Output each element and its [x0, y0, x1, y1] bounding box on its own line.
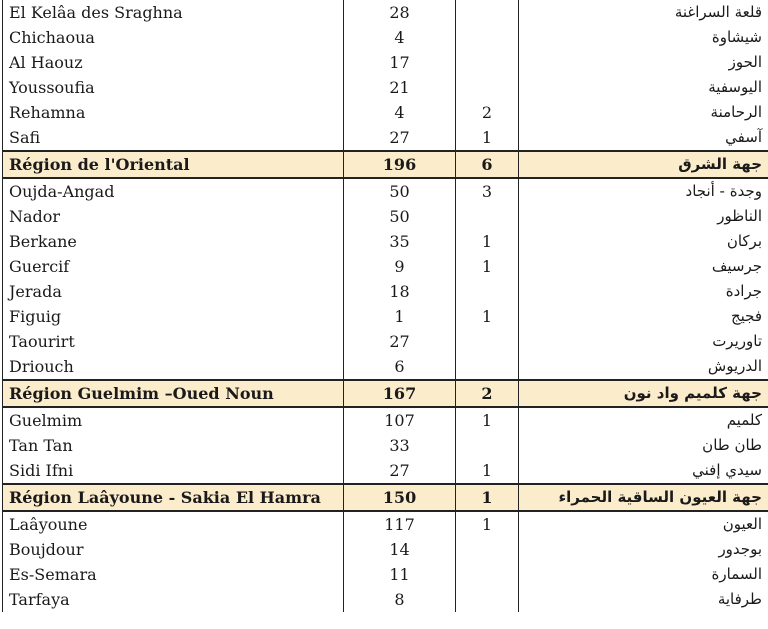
table-row — [3, 50, 768, 75]
total-value: 17 — [344, 50, 456, 75]
region-row — [3, 151, 768, 178]
place-name: Es-Semara — [3, 562, 344, 587]
count-value: 1 — [456, 304, 519, 329]
place-name: Laâyoune — [3, 511, 344, 537]
arabic-name: شيشاوة — [519, 25, 768, 50]
table-row — [3, 433, 768, 458]
count-value: 2 — [456, 100, 519, 125]
arabic-name: الدريوش — [519, 354, 768, 380]
table-body — [3, 0, 768, 612]
arabic-name: العيون — [519, 511, 768, 537]
place-name: Jerada — [3, 279, 344, 304]
arabic-name: كلميم — [519, 407, 768, 433]
arabic-name: فجيج — [519, 304, 768, 329]
arabic-name: اليوسفية — [519, 75, 768, 100]
arabic-name: جهة العيون الساقية الحمراء — [519, 484, 768, 511]
arabic-name: قلعة السراغنة — [519, 0, 768, 25]
count-value: 1 — [456, 125, 519, 151]
place-name: Youssoufia — [3, 75, 344, 100]
table-row — [3, 407, 768, 433]
count-value — [456, 25, 519, 50]
total-value: 27 — [344, 329, 456, 354]
total-value: 150 — [344, 484, 456, 511]
total-value: 50 — [344, 178, 456, 204]
place-name: Berkane — [3, 229, 344, 254]
total-value: 18 — [344, 279, 456, 304]
count-value — [456, 50, 519, 75]
arabic-name: جرسيف — [519, 254, 768, 279]
table-row — [3, 75, 768, 100]
count-value: 1 — [456, 458, 519, 484]
table-row — [3, 25, 768, 50]
place-name: Tan Tan — [3, 433, 344, 458]
table-row — [3, 100, 768, 125]
count-value — [456, 204, 519, 229]
place-name: Driouch — [3, 354, 344, 380]
table-row — [3, 0, 768, 25]
table-row — [3, 562, 768, 587]
total-value: 4 — [344, 25, 456, 50]
total-value: 50 — [344, 204, 456, 229]
place-name: Chichaoua — [3, 25, 344, 50]
arabic-name: جهة كلميم واد نون — [519, 380, 768, 407]
arabic-name: بركان — [519, 229, 768, 254]
arabic-name: بوجدور — [519, 537, 768, 562]
total-value: 9 — [344, 254, 456, 279]
total-value: 107 — [344, 407, 456, 433]
table-row — [3, 304, 768, 329]
region-row — [3, 380, 768, 407]
count-value — [456, 75, 519, 100]
table-row — [3, 204, 768, 229]
place-name: Rehamna — [3, 100, 344, 125]
place-name: Nador — [3, 204, 344, 229]
total-value: 8 — [344, 587, 456, 612]
place-name: Safi — [3, 125, 344, 151]
place-name: Guercif — [3, 254, 344, 279]
arabic-name: جرادة — [519, 279, 768, 304]
count-value — [456, 329, 519, 354]
total-value: 117 — [344, 511, 456, 537]
table-row — [3, 511, 768, 537]
count-value: 6 — [456, 151, 519, 178]
count-value — [456, 354, 519, 380]
place-name: Oujda-Angad — [3, 178, 344, 204]
count-value — [456, 279, 519, 304]
place-name: Al Haouz — [3, 50, 344, 75]
count-value: 1 — [456, 511, 519, 537]
total-value: 167 — [344, 380, 456, 407]
count-value — [456, 562, 519, 587]
total-value: 6 — [344, 354, 456, 380]
arabic-name: طرفاية — [519, 587, 768, 612]
table-row — [3, 279, 768, 304]
place-name: Taourirt — [3, 329, 344, 354]
region-row — [3, 484, 768, 511]
arabic-name: طان طان — [519, 433, 768, 458]
place-name: Sidi Ifni — [3, 458, 344, 484]
total-value: 14 — [344, 537, 456, 562]
arabic-name: السمارة — [519, 562, 768, 587]
count-value — [456, 0, 519, 25]
table-row — [3, 354, 768, 380]
place-name: Région Guelmim –Oued Noun — [3, 380, 344, 407]
arabic-name: آسفي — [519, 125, 768, 151]
table-row — [3, 458, 768, 484]
count-value — [456, 433, 519, 458]
total-value: 27 — [344, 458, 456, 484]
table-row — [3, 587, 768, 612]
arabic-name: الحوز — [519, 50, 768, 75]
count-value: 3 — [456, 178, 519, 204]
count-value: 2 — [456, 380, 519, 407]
arabic-name: جهة الشرق — [519, 151, 768, 178]
arabic-name: تاوريرت — [519, 329, 768, 354]
total-value: 28 — [344, 0, 456, 25]
table-row — [3, 329, 768, 354]
total-value: 4 — [344, 100, 456, 125]
place-name: Boujdour — [3, 537, 344, 562]
total-value: 27 — [344, 125, 456, 151]
table-row — [3, 178, 768, 204]
place-name: El Kelâa des Sraghna — [3, 0, 344, 25]
count-value: 1 — [456, 407, 519, 433]
total-value: 1 — [344, 304, 456, 329]
table-row — [3, 229, 768, 254]
table-row — [3, 537, 768, 562]
statistics-table — [2, 0, 768, 612]
total-value: 21 — [344, 75, 456, 100]
count-value: 1 — [456, 254, 519, 279]
arabic-name: الرحامنة — [519, 100, 768, 125]
count-value — [456, 587, 519, 612]
count-value: 1 — [456, 229, 519, 254]
total-value: 196 — [344, 151, 456, 178]
place-name: Tarfaya — [3, 587, 344, 612]
arabic-name: الناظور — [519, 204, 768, 229]
total-value: 33 — [344, 433, 456, 458]
place-name: Guelmim — [3, 407, 344, 433]
count-value — [456, 537, 519, 562]
place-name: Figuig — [3, 304, 344, 329]
table-row — [3, 125, 768, 151]
count-value: 1 — [456, 484, 519, 511]
total-value: 11 — [344, 562, 456, 587]
arabic-name: وجدة - أنجاد — [519, 178, 768, 204]
place-name: Région de l'Oriental — [3, 151, 344, 178]
arabic-name: سيدي إفني — [519, 458, 768, 484]
table-row — [3, 254, 768, 279]
total-value: 35 — [344, 229, 456, 254]
place-name: Région Laâyoune - Sakia El Hamra — [3, 484, 344, 511]
